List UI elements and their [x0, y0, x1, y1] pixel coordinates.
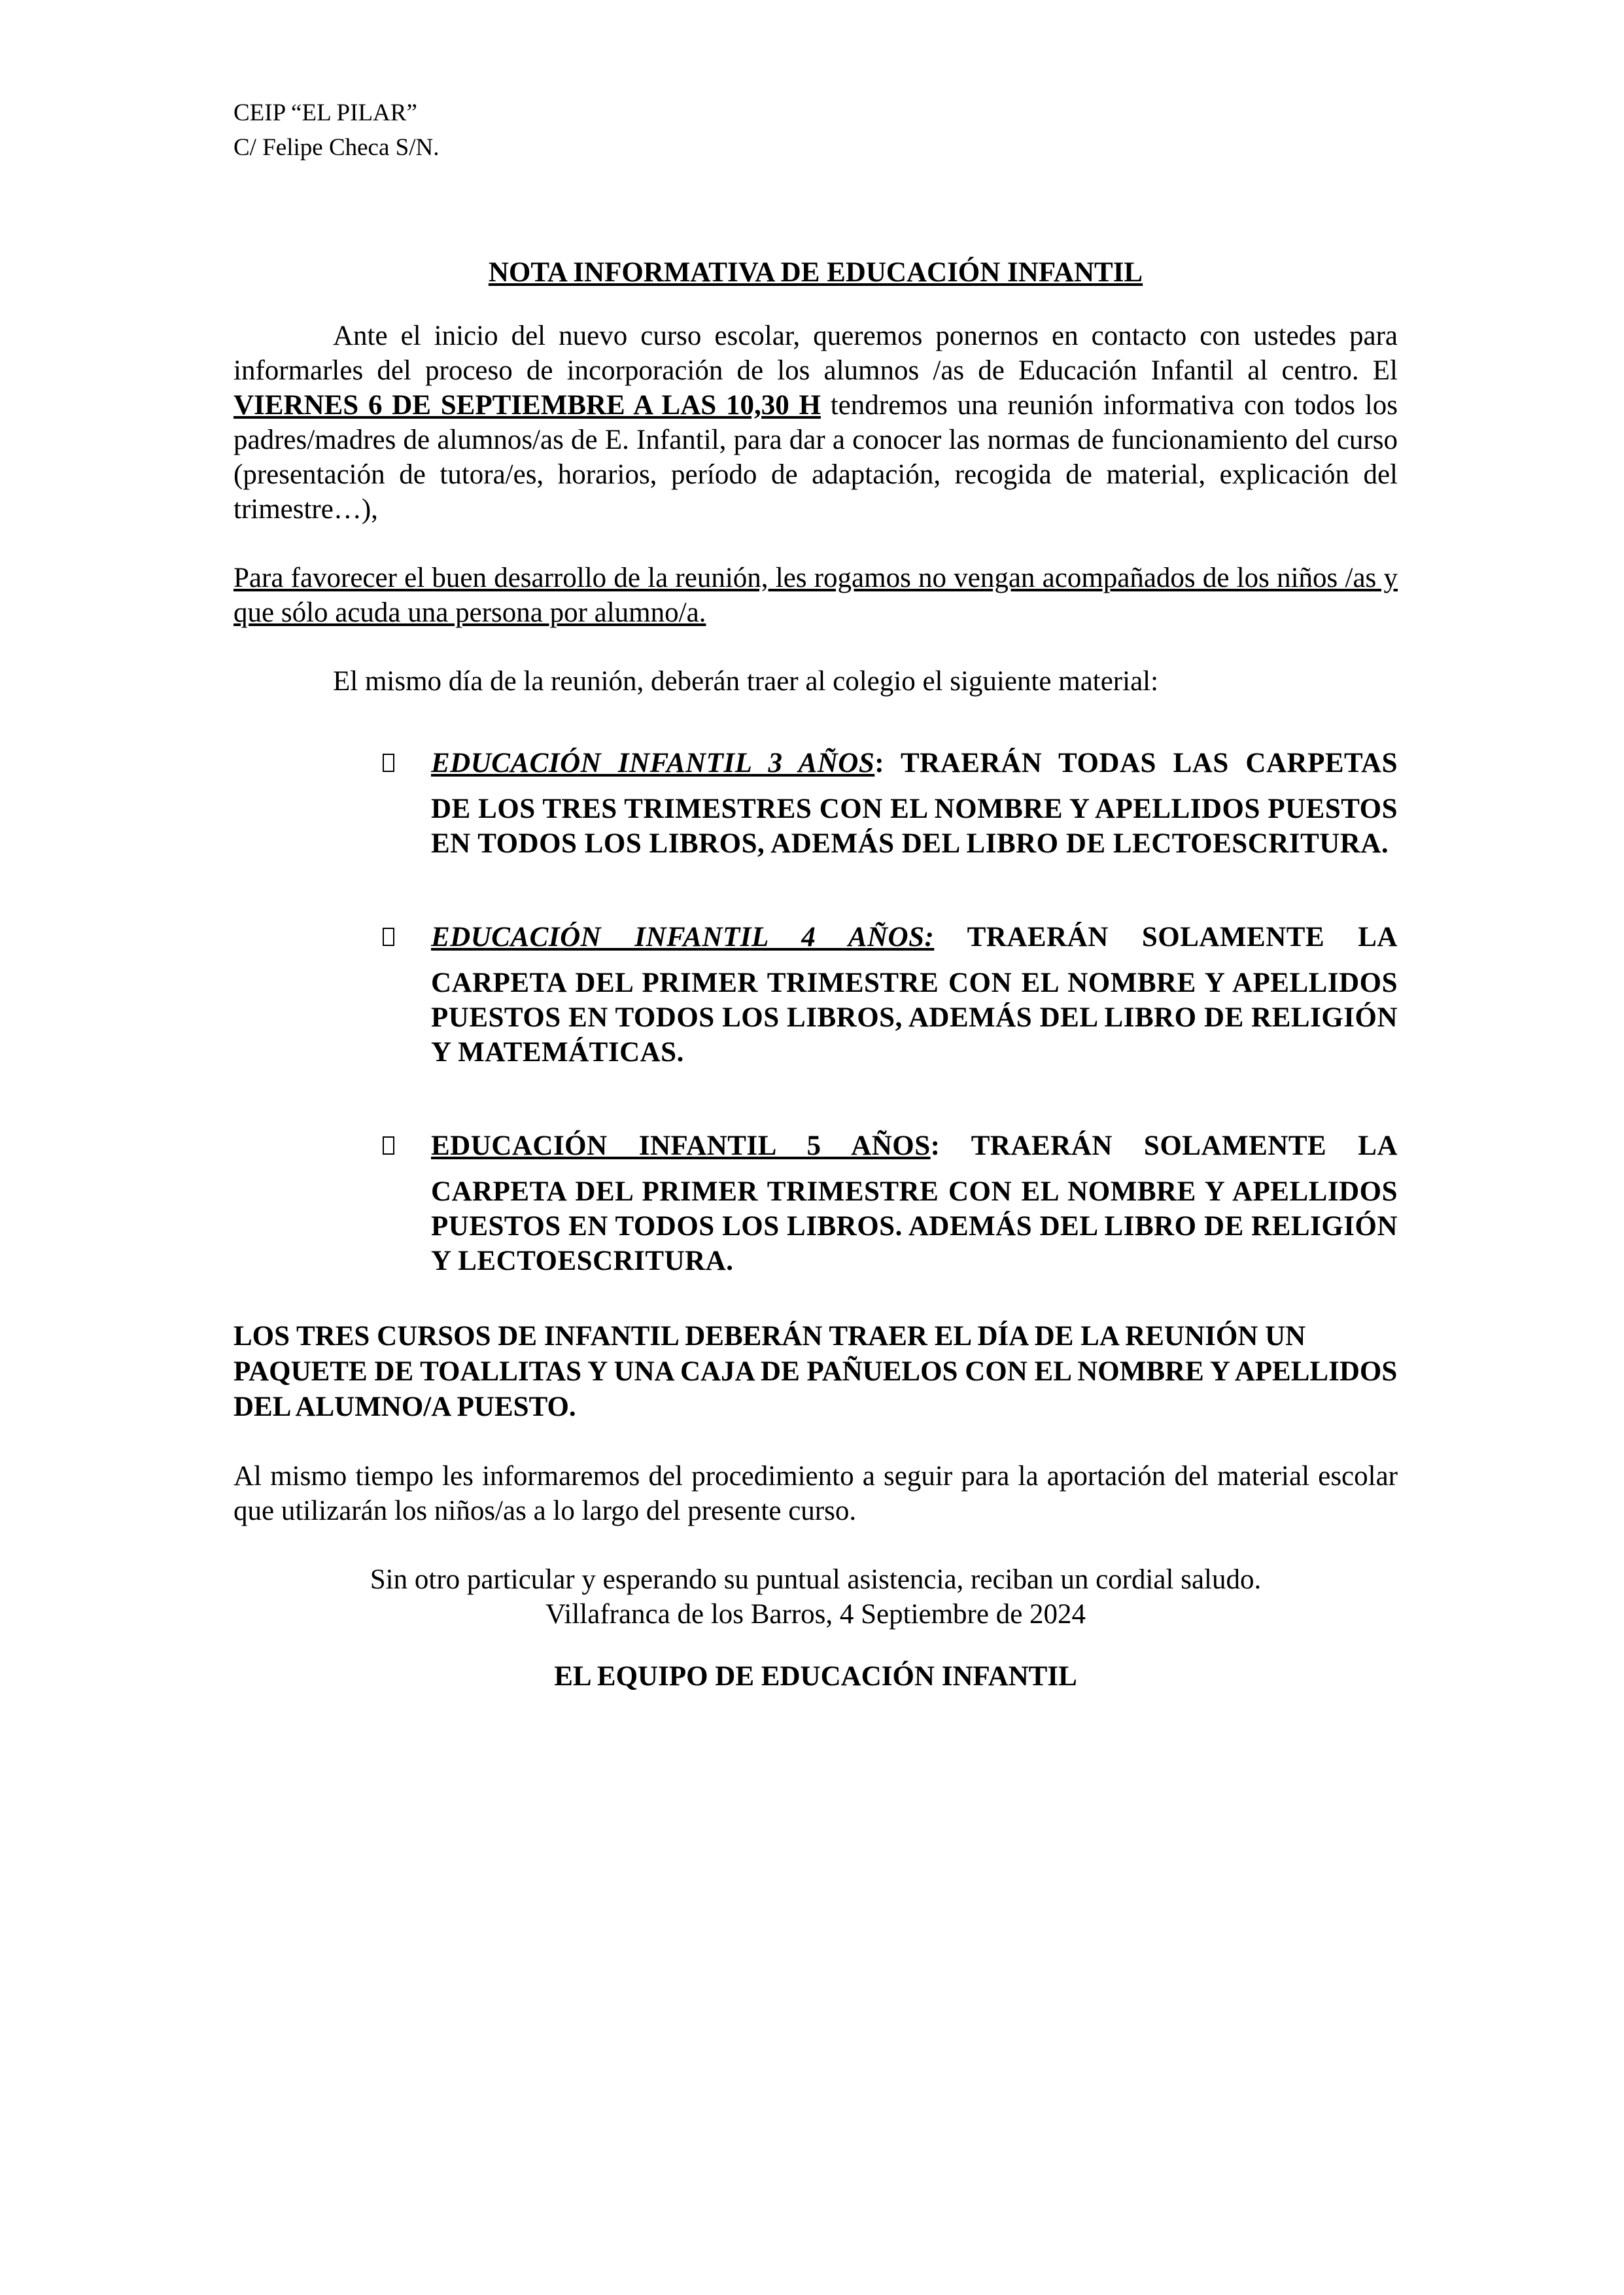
attendance-notice: Para favorecer el buen desarrollo de la reunión, les rogamos no vengan acompañados de los niños /as y que sólo acuda una persona por alumno/a.: [233, 563, 1398, 628]
intro-text-after: tendremos una reunión informativa con todos los padres/madres de alumnos/as de E. Infantil, para dar a conocer las normas de funcionamiento del curso (presentación de tutora/es, horarios, período de adaptación, recogida de material, explicación del trimestre…),: [233, 390, 1398, 525]
all-courses-notice: LOS TRES CURSOS DE INFANTIL DEBERÁN TRAER EL DÍA DE LA REUNIÓN UN PAQUETE DE TOALLITAS Y UNA CAJA DE PAÑUELOS CON EL NOMBRE Y APELLIDOS DEL ALUMNO/A PUESTO.: [233, 1321, 1398, 1422]
material-item-4-years: [233, 920, 1398, 1070]
meeting-date: VIERNES 6 DE SEPTIEMBRE A LAS 10,30 H: [233, 390, 821, 421]
material-detail: CARPETA DEL PRIMER TRIMESTRE CON EL NOMBRE Y APELLIDOS PUESTOS EN TODOS LOS LIBROS, ADEMÁS DEL LIBRO DE RELIGIÓN Y MATEMÁTICAS.: [431, 968, 1398, 1068]
procedure-info: Al mismo tiempo les informaremos del procedimiento a seguir para la aportación del material escolar que utilizarán los niños/as a lo largo del presente curso.: [233, 1461, 1398, 1526]
material-separator: :: [874, 748, 885, 779]
school-address: C/ Felipe Checa S/N.: [233, 134, 440, 161]
material-detail: DE LOS TRES TRIMESTRES CON EL NOMBRE Y APELLIDOS PUESTOS EN TODOS LOS LIBROS, ADEMÁS DEL LIBRO DE LECTOESCRITURA.: [431, 794, 1398, 859]
material-level: EDUCACIÓN INFANTIL 4 AÑOS:: [431, 922, 935, 953]
document-page: [233, 96, 1398, 1694]
school-name: CEIP “EL PILAR”: [233, 99, 417, 126]
farewell-line: Sin otro particular y esperando su puntual asistencia, reciban un cordial saludo.: [370, 1564, 1262, 1595]
material-separator: :: [930, 1130, 941, 1161]
bullet-icon: [383, 1136, 394, 1155]
signature: EL EQUIPO DE EDUCACIÓN INFANTIL: [554, 1661, 1077, 1692]
material-item-first-line: [431, 746, 1398, 780]
material-level: EDUCACIÓN INFANTIL 5 AÑOS: [431, 1130, 931, 1161]
material-intro: El mismo día de la reunión, deberán traer al colegio el siguiente material:: [333, 666, 1159, 697]
intro-paragraph: [233, 319, 1398, 527]
intro-text-before: Ante el inicio del nuevo curso escolar, queremos ponernos en contacto con ustedes para informarles del proceso de incorporación de los alumnos /as de Educación Infantil al centro. El: [233, 321, 1398, 386]
materials-list: [233, 746, 1398, 1278]
bullet-icon: [383, 754, 394, 772]
material-detail: CARPETA DEL PRIMER TRIMESTRE CON EL NOMBRE Y APELLIDOS PUESTOS EN TODOS LOS LIBROS. ADEMÁS DEL LIBRO DE RELIGIÓN Y LECTOESCRITURA.: [431, 1176, 1398, 1276]
material-level: EDUCACIÓN INFANTIL 3 AÑOS: [431, 748, 875, 779]
material-item-3-years: [233, 746, 1398, 861]
material-first-line-text: TRAERÁN SOLAMENTE LA: [934, 922, 1398, 953]
material-first-line-text: TRAERÁN SOLAMENTE LA: [940, 1130, 1398, 1161]
document-title: NOTA INFORMATIVA DE EDUCACIÓN INFANTIL: [488, 257, 1143, 288]
material-item-5-years: [233, 1129, 1398, 1278]
bullet-icon: [383, 928, 394, 946]
material-item-first-line: [431, 1129, 1398, 1163]
material-first-line-text: TRAERÁN TODAS LAS CARPETAS: [884, 748, 1398, 779]
place-date-line: Villafranca de los Barros, 4 Septiembre de 2024: [545, 1599, 1086, 1630]
material-item-first-line: [431, 920, 1398, 955]
